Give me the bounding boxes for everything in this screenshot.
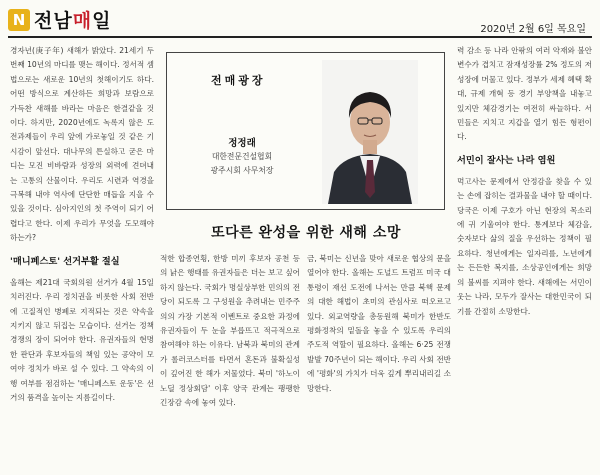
logo-end: 일 (92, 10, 112, 32)
newspaper-logo[interactable] (8, 6, 111, 33)
article-column-2 (160, 252, 300, 472)
publication-date: 2020년 2월 6일 목요일 (480, 24, 586, 35)
column-2-paragraph: 적한 합종연횡, 한방 미끼 후보자 공천 등의 낡은 행태를 유권자들은 더는 보고 싶어 하지 않는다. 국회가 명실상부한 민의의 전당이 되도록 그 구성원을 추려내는 민주주의의 가장 기본적 이벤트로 중요한 과정에 유권자들이 두 눈을 부릅뜨고 적극적으로 참여해야 하는 이유다. 남북과 북미의 관계가 롤러코스터를 타면서 혼돈과 불확실성이 깊어진 한 해가 저물었다. 북미 '하노이 노딜 정상회담' 이후 양국 관계는 팽팽한 긴장감 속에 놓여 있다. (160, 254, 300, 408)
author-position: 광주시회 사무처장 (210, 166, 274, 175)
header-rule (8, 36, 592, 38)
logo-main: 전남 (34, 10, 73, 32)
intro-paragraph: 경자년(庚子年) 새해가 밝았다. 21세기 두 번째 10년의 마디를 맺는 해이다. 정서적 셈법으로는 새로운 10년의 첫해이기도 하다. 어떤 방식으로 계산하든 희망과 보람으로 가득찬 새해를 바라는 마음은 한결같을 것이다. 하지만, 2020년에도 녹록지 않은 도전과제들이 우리 앞에 가로놓일 것 같은 기시감이 앞선다. 대나무의 튼실하고 굳은 마디는 모진 비바람과 성장의 외력에 견뎌내는 고통의 산물이다. 우리도 시련과 역경을 극복해 내야 역사에 단단한 매듭을 지을 수 있을 것이다. 심아지인의 첫 주역이 되기 어렵다고 한다. 이제 우리가 무엇을 도모해야 하는가? (10, 46, 154, 243)
author-organization: 대한전문건설협회 (211, 152, 273, 161)
author-portrait-photo (322, 60, 418, 204)
column-profile-box (166, 52, 445, 210)
livelihood-paragraph: 먹고사는 문제에서 안정감을 찾을 수 있는 손에 잡히는 결과물을 내야 할 때이다. 당국은 이제 구호가 아닌 현장의 목소리에 귀 기울여야 한다. 통계보다 체감을, 숫자보다 삶의 질을 우선하는 정책이 필요하다. 청년에게는 일자리를, 노년에게는 든든한 복지를, 소상공인에게는 희망의 불씨를 지펴야 한다. 새해에는 서민이 웃는 나라, 모두가 잘사는 대한민국이 되기를 간절히 소망한다. (457, 176, 592, 316)
article-column-3 (307, 252, 451, 472)
column-title: 전매광장 (211, 74, 266, 87)
logo-text (34, 6, 111, 33)
logo-mark-icon: N (8, 9, 30, 31)
article-headline: 또다른 완성을 위한 새해 소망 (211, 225, 401, 241)
subheading-manifesto: '매니페스토' 선거부활 절실 (10, 255, 120, 267)
masthead (0, 0, 600, 36)
manifesto-paragraph: 올해는 제21대 국회의원 선거가 4월 15일 치러진다. 우리 정치권을 비롯한 사회 전반에 고질적인 병폐로 지적되는 것은 약속을 지키지 않고 뒤집는 모습이다. 선거는 정책 경쟁의 장이 되어야 한다. 유권자들의 현명한 판단과 후보자들의 책임 있는 공약이 모여야 정치가 바로 설 수 있다. 그 약속의 이행 여부를 점검하는 '매니페스토 운동'은 선거의 품격을 높이는 지름길이다. (10, 277, 154, 402)
article-column-4 (457, 44, 592, 472)
logo-accent: 매 (72, 10, 93, 32)
article-column-1 (10, 44, 154, 472)
subheading-livelihood: 서민이 잘사는 나라 염원 (457, 154, 556, 166)
author-name: 정정래 (228, 138, 256, 149)
column-3-paragraph: 금, 북미는 신년을 맞아 새로운 협상의 문을 열어야 한다. 올해는 도널드 트럼프 미국 대통령이 재선 도전에 나서는 만큼 북핵 문제의 대한 해법이 초미의 관심사로 떠오르고 있다. 외교역량을 총동원해 북미가 한반도 평화정착의 밑돌을 놓을 수 있도록 우리의 주도적 역할이 필요하다. 올해는 6·25 전쟁 발발 70주년이 되는 해이다. 우리 사회 전반에 '평화'의 가치가 더욱 깊게 뿌리내리길 소망한다. (307, 254, 451, 393)
column-4-paragraph: 력 감소 등 나라 안팎의 여러 악재와 불안 변수가 겹치고 잠재성장률 2% 정도의 저성장에 머물고 있다. 정부가 세제 혜택 확대, 규제 개혁 등 경기 부양책을 내놓고 있지만 체감경기는 여전히 싸늘하다. 서민들은 지치고 지갑을 열기 힘든 형편이다. (457, 46, 592, 142)
